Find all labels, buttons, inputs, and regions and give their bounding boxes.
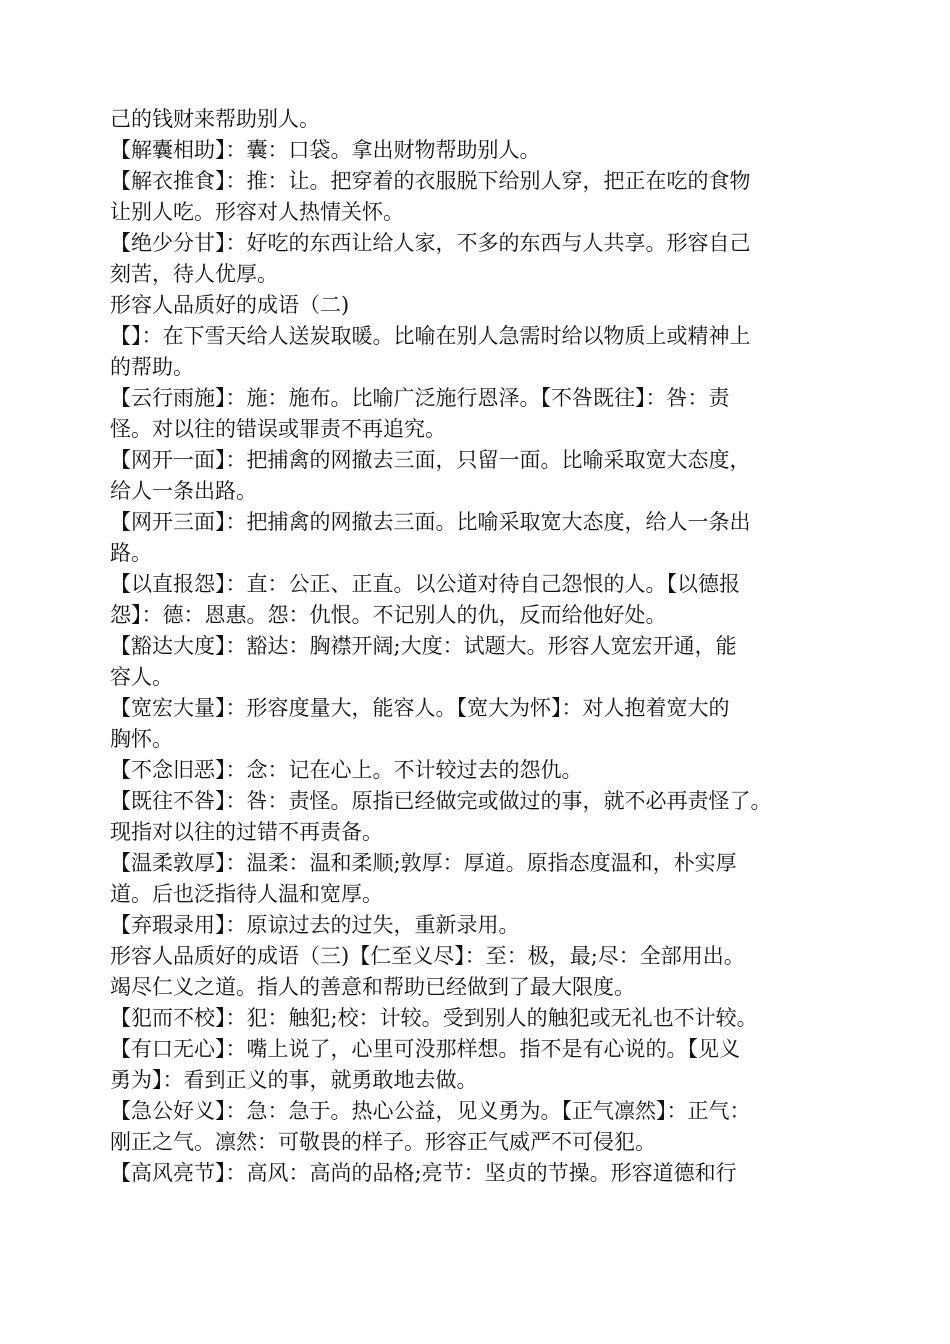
text-line: 现指对以往的过错不再责备。 [110,820,383,844]
text-line: 【宽宏大量】：形容度量大，能容人。【宽大为怀】：对人抱着宽大的 [110,696,730,720]
text-line: 【以直报怨】：直：公正、正直。以公道对待自己怨恨的人。【以德报 [110,572,740,596]
text-line: 【网开一面】：把捕禽的网撤去三面，只留一面。比喻采取宽大态度， [110,448,751,472]
text-line: 【犯而不校】：犯：触犯;校：计较。受到别人的触犯或无礼也不计较。 [110,1006,758,1030]
text-line: 怪。对以往的错误或罪责不再追究。 [110,417,446,441]
text-line: 刻苦，待人优厚。 [110,262,278,286]
text-line: 竭尽仁义之道。指人的善意和帮助已经做到了最大限度。 [110,975,635,999]
text-line: 胸怀。 [110,727,173,751]
text-line: 容人。 [110,665,173,689]
text-line: 【温柔敦厚】：温柔：温和柔顺;敦厚：厚道。原指态度温和，朴实厚 [110,851,737,875]
text-line: 【急公好义】：急：急于。热心公益，见义勇为。【正气凛然】：正气： [110,1099,751,1123]
section-heading: 形容人品质好的成语（二) [110,293,350,317]
text-line: 【绝少分甘】：好吃的东西让给人家，不多的东西与人共享。形容自己 [110,231,751,255]
text-line: 【】：在下雪天给人送炭取暖。比喻在别人急需时给以物质上或精神上 [110,324,751,348]
text-line: 勇为】：看到正义的事，就勇敢地去做。 [110,1068,478,1092]
text-line: 己的钱财来帮助别人。 [110,107,320,131]
text-line: 【解囊相助】：囊：口袋。拿出财物帮助别人。 [110,138,541,162]
section-heading: 形容人品质好的成语（三)【仁至义尽】：至：极，最;尽：全部用出。 [110,944,745,968]
text-line: 【豁达大度】：豁达：胸襟开阔;大度：试题大。形容人宽宏开通，能 [110,634,737,658]
text-line: 的帮助。 [110,355,194,379]
text-line: 【既往不咎】：咎：责怪。原指已经做完或做过的事，就不必再责怪了。 [110,789,772,813]
text-line: 路。 [110,541,152,565]
text-line: 刚正之气。凛然：可敬畏的样子。形容正气威严不可侵犯。 [110,1130,656,1154]
text-line: 怨】：德：恩惠。怨：仇恨。不记别人的仇，反而给他好处。 [110,603,667,627]
text-line: 【有口无心】：嘴上说了，心里可没那样想。指不是有心说的。【见义 [110,1037,740,1061]
text-line: 【云行雨施】：施：施布。比喻广泛施行恩泽。【不咎既往】：咎：责 [110,386,730,410]
text-line: 【不念旧恶】：念：记在心上。不计较过去的怨仇。 [110,758,583,782]
document-body [110,104,850,1189]
text-line: 让别人吃。形容对人热情关怀。 [110,200,404,224]
text-line: 给人一条出路。 [110,479,257,503]
text-line: 【网开三面】：把捕禽的网撤去三面。比喻采取宽大态度，给人一条出 [110,510,751,534]
text-line: 道。后也泛指待人温和宽厚。 [110,882,383,906]
text-line: 【弃瑕录用】：原谅过去的过失，重新录用。 [110,913,520,937]
text-line: 【解衣推食】：推：让。把穿着的衣服脱下给别人穿，把正在吃的食物 [110,169,751,193]
text-line: 【高风亮节】：高风：高尚的品格;亮节：坚贞的节操。形容道德和行 [110,1161,737,1185]
